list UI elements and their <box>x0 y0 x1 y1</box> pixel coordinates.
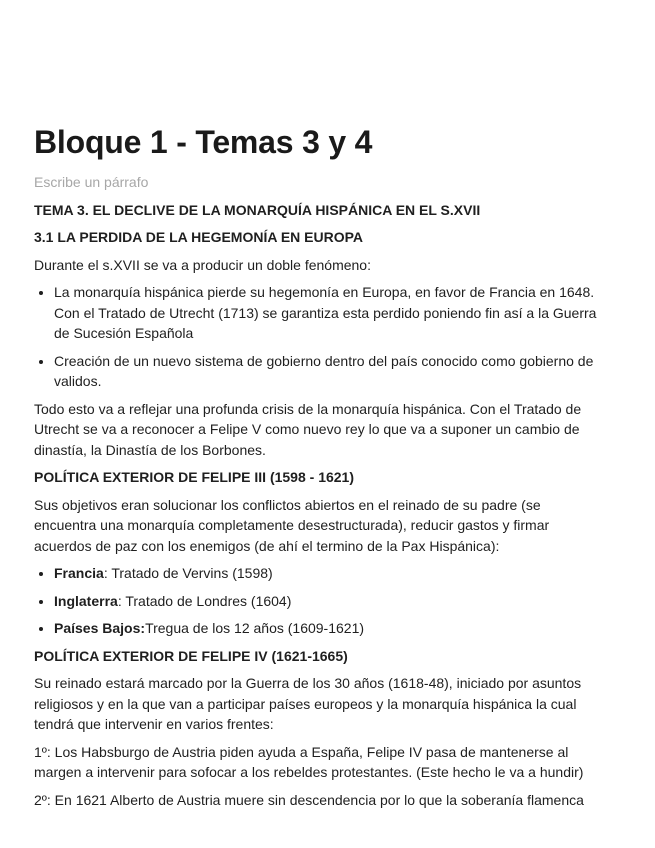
section-31-heading: 3.1 LA PERDIDA DE LA HEGEMONÍA EN EUROPA <box>34 229 364 245</box>
document-body[interactable] <box>34 172 604 817</box>
tema3-heading: TEMA 3. EL DECLIVE DE LA MONARQUÍA HISPÁNICA EN EL S.XVII <box>34 201 481 218</box>
tratados-list <box>34 563 604 639</box>
felipe4-paragraph: Su reinado estará marcado por la Guerra de los 30 años (1618-48), iniciado por asuntos religiosos y en la que van a participar países europeos y la monarquía hispánica la cual tendrá que intervenir en varios frentes: <box>34 675 582 732</box>
tratado-detail: : Tratado de Vervins (1598) <box>103 565 273 581</box>
crisis-paragraph: Todo esto va a reflejar una profunda crisis de la monarquía hispánica. Con el Tratado de Utrecht se va a reconocer a Felipe V como nuevo rey lo que va a suponer un cambio de dinastía, la Dinastía de los Borbones. <box>34 400 582 458</box>
list-item: • La monarquía hispánica pierde su hegemonía en Europa, en favor de Francia en 1648. Con el Tratado de Utrecht (1713) se garantiza esta perdido poniendo fin así a la Guerra de Sucesión Española <box>54 282 604 344</box>
felipe4-heading: POLÍTICA EXTERIOR DE FELIPE IV (1621-1665) <box>34 647 348 664</box>
tratado-country: Países Bajos: <box>54 620 146 636</box>
tratado-country: Inglaterra <box>54 592 118 609</box>
list-item <box>54 591 604 612</box>
fenomenos-list <box>34 282 604 392</box>
intro-paragraph: Durante el s.XVII se va a producir un doble fenómeno: <box>34 256 371 273</box>
tratado-country: Francia <box>54 565 104 581</box>
paragraph-placeholder[interactable]: Escribe un párrafo <box>34 174 149 190</box>
list-item: • Creación de un nuevo sistema de gobierno dentro del país conocido como gobierno de validos. <box>54 351 604 392</box>
felipe3-heading: POLÍTICA EXTERIOR DE FELIPE III (1598 - 1621) <box>34 469 355 485</box>
felipe3-paragraph: Sus objetivos eran solucionar los conflictos abiertos en el reinado de su padre (se encuentra una monarquía completamente desestructurada), reducir gastos y firmar acuerdos de paz con los enemigos (de ahí el termino de la Pax Hispánica): <box>34 496 550 554</box>
frente-1-paragraph: 1º: Los Habsburgo de Austria piden ayuda a España, Felipe IV pasa de mantenerse al margen a intervenir para sofocar a los rebeldes protestantes. (Este hecho le va a hundir) <box>34 743 584 780</box>
list-item <box>54 563 604 584</box>
document-title[interactable]: Bloque 1 - Temas 3 y 4 <box>34 124 373 160</box>
tratado-detail: : Tratado de Londres (1604) <box>117 592 292 609</box>
list-item <box>54 618 604 639</box>
frente-2-paragraph: 2º: En 1621 Alberto de Austria muere sin descendencia por lo que la soberanía flamenca <box>34 791 584 808</box>
tratado-detail: Tregua de los 12 años (1609-1621) <box>145 620 365 636</box>
